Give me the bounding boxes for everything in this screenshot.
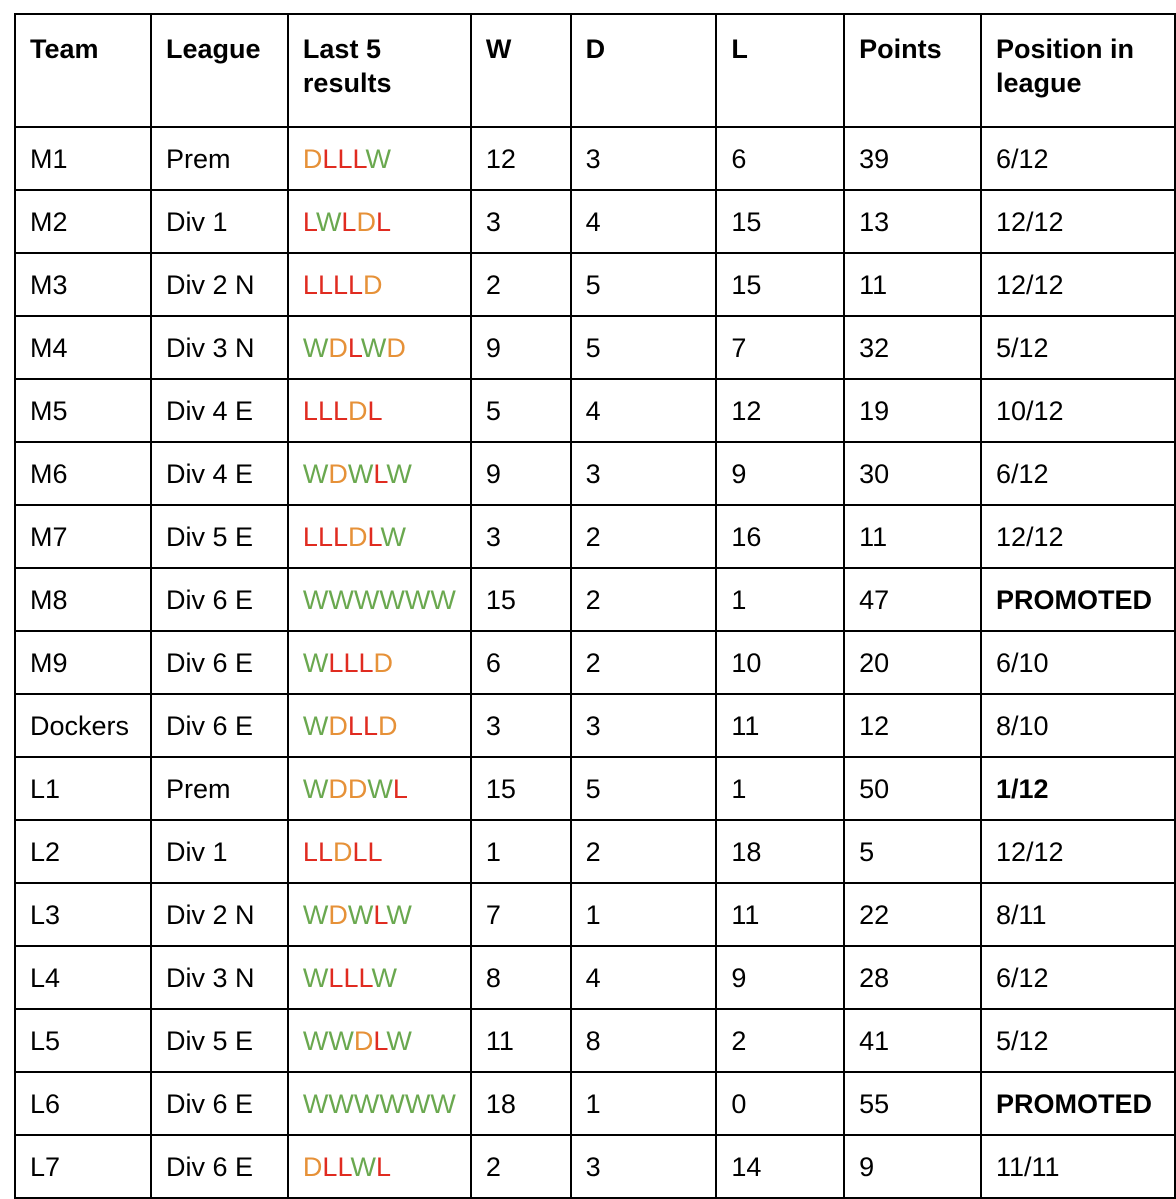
position-cell: PROMOTED xyxy=(981,1072,1175,1135)
result-letter: W xyxy=(315,206,342,237)
draws-cell: 8 xyxy=(571,1009,717,1072)
result-letter: W xyxy=(328,1088,354,1119)
result-letter: W xyxy=(365,143,391,174)
wins-cell: 15 xyxy=(471,568,571,631)
league-cell: Div 6 E xyxy=(151,631,288,694)
result-letter: D xyxy=(328,710,348,741)
header-losses: L xyxy=(716,14,844,127)
wins-cell: 3 xyxy=(471,190,571,253)
result-letter: L xyxy=(302,206,316,237)
result-letter: W xyxy=(386,458,412,489)
last-5-results-cell xyxy=(288,757,471,820)
table-row xyxy=(15,1072,1175,1135)
table-row xyxy=(15,568,1175,631)
result-letter: W xyxy=(430,584,456,615)
losses-cell: 14 xyxy=(716,1135,844,1198)
league-cell: Div 5 E xyxy=(151,505,288,568)
result-letter: L xyxy=(332,395,349,426)
wins-cell: 9 xyxy=(471,442,571,505)
position-cell: 8/11 xyxy=(981,883,1175,946)
position-cell: 6/12 xyxy=(981,442,1175,505)
position-cell: 10/12 xyxy=(981,379,1175,442)
last-5-results-cell xyxy=(288,883,471,946)
table-row xyxy=(15,253,1175,316)
draws-cell: 5 xyxy=(571,316,717,379)
table-body xyxy=(15,127,1175,1198)
last-5-results-cell xyxy=(288,253,471,316)
position-cell: 8/10 xyxy=(981,694,1175,757)
result-letter: W xyxy=(302,584,329,615)
last-5-results-cell xyxy=(288,505,471,568)
position-cell: 1/12 xyxy=(981,757,1175,820)
draws-cell: 3 xyxy=(571,1135,717,1198)
position-cell: 6/12 xyxy=(981,946,1175,1009)
result-letter: D xyxy=(356,206,376,237)
result-letter: L xyxy=(375,1151,391,1182)
league-cell: Div 4 E xyxy=(151,442,288,505)
result-letter: W xyxy=(302,962,329,993)
result-letter: L xyxy=(337,143,353,174)
result-letter: L xyxy=(352,143,366,174)
result-letter: W xyxy=(353,584,380,615)
points-cell: 32 xyxy=(844,316,981,379)
header-league: League xyxy=(151,14,288,127)
wins-cell: 5 xyxy=(471,379,571,442)
league-cell: Div 5 E xyxy=(151,1009,288,1072)
position-cell: 11/11 xyxy=(981,1135,1175,1198)
league-cell: Div 3 N xyxy=(151,946,288,1009)
header-points: Points xyxy=(844,14,981,127)
points-cell: 50 xyxy=(844,757,981,820)
wins-cell: 2 xyxy=(471,253,571,316)
table-row xyxy=(15,631,1175,694)
result-letter: L xyxy=(352,836,368,867)
table-row xyxy=(15,820,1175,883)
last-5-results-cell xyxy=(288,631,471,694)
team-cell: M4 xyxy=(15,316,151,379)
result-letter: D xyxy=(328,458,348,489)
points-cell: 47 xyxy=(844,568,981,631)
position-cell: 12/12 xyxy=(981,190,1175,253)
result-letter: W xyxy=(386,1025,412,1056)
wins-cell: 18 xyxy=(471,1072,571,1135)
league-cell: Div 2 N xyxy=(151,883,288,946)
table-row xyxy=(15,946,1175,1009)
result-letter: W xyxy=(367,773,393,804)
result-letter: W xyxy=(302,899,329,930)
position-cell: 5/12 xyxy=(981,316,1175,379)
draws-cell: 3 xyxy=(571,442,717,505)
team-cell: M5 xyxy=(15,379,151,442)
wins-cell: 11 xyxy=(471,1009,571,1072)
team-cell: M6 xyxy=(15,442,151,505)
result-letter: L xyxy=(347,710,363,741)
points-cell: 12 xyxy=(844,694,981,757)
result-letter: L xyxy=(348,269,364,300)
draws-cell: 1 xyxy=(571,1072,717,1135)
league-cell: Div 1 xyxy=(151,190,288,253)
team-cell: M8 xyxy=(15,568,151,631)
result-letter: L xyxy=(362,710,378,741)
league-cell: Div 1 xyxy=(151,820,288,883)
result-letter: L xyxy=(358,647,374,678)
draws-cell: 2 xyxy=(571,820,717,883)
draws-cell: 4 xyxy=(571,379,717,442)
team-cell: M2 xyxy=(15,190,151,253)
losses-cell: 10 xyxy=(716,631,844,694)
result-letter: W xyxy=(302,332,329,363)
points-cell: 39 xyxy=(844,127,981,190)
team-cell: L6 xyxy=(15,1072,151,1135)
losses-cell: 9 xyxy=(716,442,844,505)
header-position: Position in league xyxy=(981,14,1175,127)
league-cell: Prem xyxy=(151,757,288,820)
wins-cell: 3 xyxy=(471,694,571,757)
result-letter: L xyxy=(302,836,318,867)
table-row xyxy=(15,442,1175,505)
points-cell: 41 xyxy=(844,1009,981,1072)
table-row xyxy=(15,190,1175,253)
team-cell: L5 xyxy=(15,1009,151,1072)
league-cell: Div 3 N xyxy=(151,316,288,379)
losses-cell: 12 xyxy=(716,379,844,442)
table-row xyxy=(15,379,1175,442)
draws-cell: 5 xyxy=(571,757,717,820)
result-letter: D xyxy=(377,710,398,741)
table-row xyxy=(15,757,1175,820)
position-cell: PROMOTED xyxy=(981,568,1175,631)
result-letter: L xyxy=(373,458,387,489)
result-letter: W xyxy=(380,521,407,552)
result-letter: W xyxy=(328,584,354,615)
draws-cell: 5 xyxy=(571,253,717,316)
result-letter: W xyxy=(404,584,431,615)
team-cell: M1 xyxy=(15,127,151,190)
table-row xyxy=(15,1135,1175,1198)
draws-cell: 3 xyxy=(571,127,717,190)
team-cell: M7 xyxy=(15,505,151,568)
table-row xyxy=(15,883,1175,946)
result-letter: L xyxy=(367,395,383,426)
last-5-results-cell xyxy=(288,1009,471,1072)
last-5-results-cell xyxy=(288,1135,471,1198)
points-cell: 22 xyxy=(844,883,981,946)
points-cell: 9 xyxy=(844,1135,981,1198)
points-cell: 19 xyxy=(844,379,981,442)
result-letter: W xyxy=(302,458,329,489)
last-5-results-cell xyxy=(288,316,471,379)
table-row xyxy=(15,1009,1175,1072)
team-cell: M3 xyxy=(15,253,151,316)
draws-cell: 1 xyxy=(571,883,717,946)
result-letter: W xyxy=(302,710,329,741)
last-5-results-cell xyxy=(288,694,471,757)
team-cell: L2 xyxy=(15,820,151,883)
draws-cell: 2 xyxy=(571,505,717,568)
result-letter: L xyxy=(317,269,333,300)
header-team: Team xyxy=(15,14,151,127)
last-5-results-cell xyxy=(288,946,471,1009)
draws-cell: 2 xyxy=(571,631,717,694)
league-cell: Div 6 E xyxy=(151,568,288,631)
header-wins: W xyxy=(471,14,571,127)
position-cell: 12/12 xyxy=(981,253,1175,316)
results-table-container xyxy=(14,13,1176,1199)
result-letter: L xyxy=(392,773,408,804)
points-cell: 5 xyxy=(844,820,981,883)
team-cell: L7 xyxy=(15,1135,151,1198)
result-letter: L xyxy=(317,836,333,867)
result-letter: D xyxy=(353,1025,374,1056)
result-letter: L xyxy=(373,1025,387,1056)
result-letter: W xyxy=(430,1088,456,1119)
result-letter: D xyxy=(328,899,348,930)
result-letter: L xyxy=(367,521,381,552)
wins-cell: 9 xyxy=(471,316,571,379)
result-letter: D xyxy=(348,395,368,426)
result-letter: D xyxy=(348,521,368,552)
league-cell: Div 6 E xyxy=(151,694,288,757)
result-letter: L xyxy=(343,962,359,993)
last-5-results-cell xyxy=(288,127,471,190)
result-letter: L xyxy=(347,332,361,363)
last-5-results-cell xyxy=(288,442,471,505)
team-cell: M9 xyxy=(15,631,151,694)
wins-cell: 1 xyxy=(471,820,571,883)
header-draws: D xyxy=(571,14,717,127)
result-letter: W xyxy=(353,1088,380,1119)
result-letter: L xyxy=(302,521,318,552)
result-letter: W xyxy=(302,1088,329,1119)
points-cell: 11 xyxy=(844,253,981,316)
result-letter: W xyxy=(404,1088,431,1119)
points-cell: 20 xyxy=(844,631,981,694)
league-cell: Div 6 E xyxy=(151,1135,288,1198)
draws-cell: 4 xyxy=(571,190,717,253)
result-letter: L xyxy=(373,899,387,930)
losses-cell: 16 xyxy=(716,505,844,568)
result-letter: D xyxy=(302,1151,323,1182)
position-cell: 12/12 xyxy=(981,505,1175,568)
points-cell: 30 xyxy=(844,442,981,505)
wins-cell: 3 xyxy=(471,505,571,568)
table-row xyxy=(15,694,1175,757)
last-5-results-cell xyxy=(288,1072,471,1135)
result-letter: L xyxy=(337,1151,351,1182)
result-letter: W xyxy=(347,899,374,930)
last-5-results-cell xyxy=(288,568,471,631)
points-cell: 11 xyxy=(844,505,981,568)
result-letter: L xyxy=(375,206,391,237)
losses-cell: 9 xyxy=(716,946,844,1009)
draws-cell: 2 xyxy=(571,568,717,631)
position-cell: 6/12 xyxy=(981,127,1175,190)
result-letter: D xyxy=(386,332,406,363)
wins-cell: 7 xyxy=(471,883,571,946)
result-letter: D xyxy=(373,647,393,678)
results-table xyxy=(14,13,1176,1199)
wins-cell: 6 xyxy=(471,631,571,694)
result-letter: D xyxy=(363,269,383,300)
points-cell: 55 xyxy=(844,1072,981,1135)
team-cell: L3 xyxy=(15,883,151,946)
result-letter: L xyxy=(332,521,349,552)
losses-cell: 7 xyxy=(716,316,844,379)
result-letter: L xyxy=(302,269,318,300)
result-letter: W xyxy=(328,1025,354,1056)
result-letter: L xyxy=(367,836,383,867)
result-letter: L xyxy=(322,143,338,174)
result-letter: L xyxy=(332,269,349,300)
losses-cell: 11 xyxy=(716,883,844,946)
wins-cell: 2 xyxy=(471,1135,571,1198)
losses-cell: 1 xyxy=(716,757,844,820)
losses-cell: 15 xyxy=(716,190,844,253)
result-letter: L xyxy=(328,647,344,678)
result-letter: W xyxy=(302,1025,329,1056)
wins-cell: 15 xyxy=(471,757,571,820)
losses-cell: 0 xyxy=(716,1072,844,1135)
losses-cell: 18 xyxy=(716,820,844,883)
result-letter: W xyxy=(379,1088,405,1119)
result-letter: W xyxy=(379,584,405,615)
losses-cell: 2 xyxy=(716,1009,844,1072)
result-letter: L xyxy=(328,962,344,993)
result-letter: L xyxy=(302,395,318,426)
losses-cell: 1 xyxy=(716,568,844,631)
result-letter: L xyxy=(358,962,372,993)
table-row xyxy=(15,316,1175,379)
position-cell: 12/12 xyxy=(981,820,1175,883)
table-row xyxy=(15,505,1175,568)
header-row xyxy=(15,14,1175,127)
last-5-results-cell xyxy=(288,190,471,253)
points-cell: 28 xyxy=(844,946,981,1009)
points-cell: 13 xyxy=(844,190,981,253)
last-5-results-cell xyxy=(288,379,471,442)
result-letter: W xyxy=(360,332,387,363)
league-cell: Prem xyxy=(151,127,288,190)
wins-cell: 8 xyxy=(471,946,571,1009)
losses-cell: 15 xyxy=(716,253,844,316)
result-letter: D xyxy=(328,773,348,804)
result-letter: D xyxy=(328,332,348,363)
league-cell: Div 2 N xyxy=(151,253,288,316)
result-letter: D xyxy=(332,836,353,867)
result-letter: W xyxy=(347,458,374,489)
result-letter: D xyxy=(302,143,323,174)
result-letter: W xyxy=(350,1151,376,1182)
team-cell: Dockers xyxy=(15,694,151,757)
position-cell: 6/10 xyxy=(981,631,1175,694)
team-cell: L1 xyxy=(15,757,151,820)
result-letter: L xyxy=(343,647,359,678)
result-letter: W xyxy=(302,647,329,678)
table-row xyxy=(15,127,1175,190)
draws-cell: 3 xyxy=(571,694,717,757)
header-last-5-results: Last 5 results xyxy=(288,14,471,127)
result-letter: W xyxy=(302,773,329,804)
result-letter: W xyxy=(386,899,412,930)
result-letter: D xyxy=(347,773,368,804)
result-letter: L xyxy=(322,1151,338,1182)
wins-cell: 12 xyxy=(471,127,571,190)
losses-cell: 11 xyxy=(716,694,844,757)
draws-cell: 4 xyxy=(571,946,717,1009)
team-cell: L4 xyxy=(15,946,151,1009)
losses-cell: 6 xyxy=(716,127,844,190)
result-letter: L xyxy=(317,521,333,552)
position-cell: 5/12 xyxy=(981,1009,1175,1072)
league-cell: Div 6 E xyxy=(151,1072,288,1135)
last-5-results-cell xyxy=(288,820,471,883)
result-letter: L xyxy=(341,206,357,237)
result-letter: W xyxy=(371,962,397,993)
league-cell: Div 4 E xyxy=(151,379,288,442)
result-letter: L xyxy=(317,395,333,426)
